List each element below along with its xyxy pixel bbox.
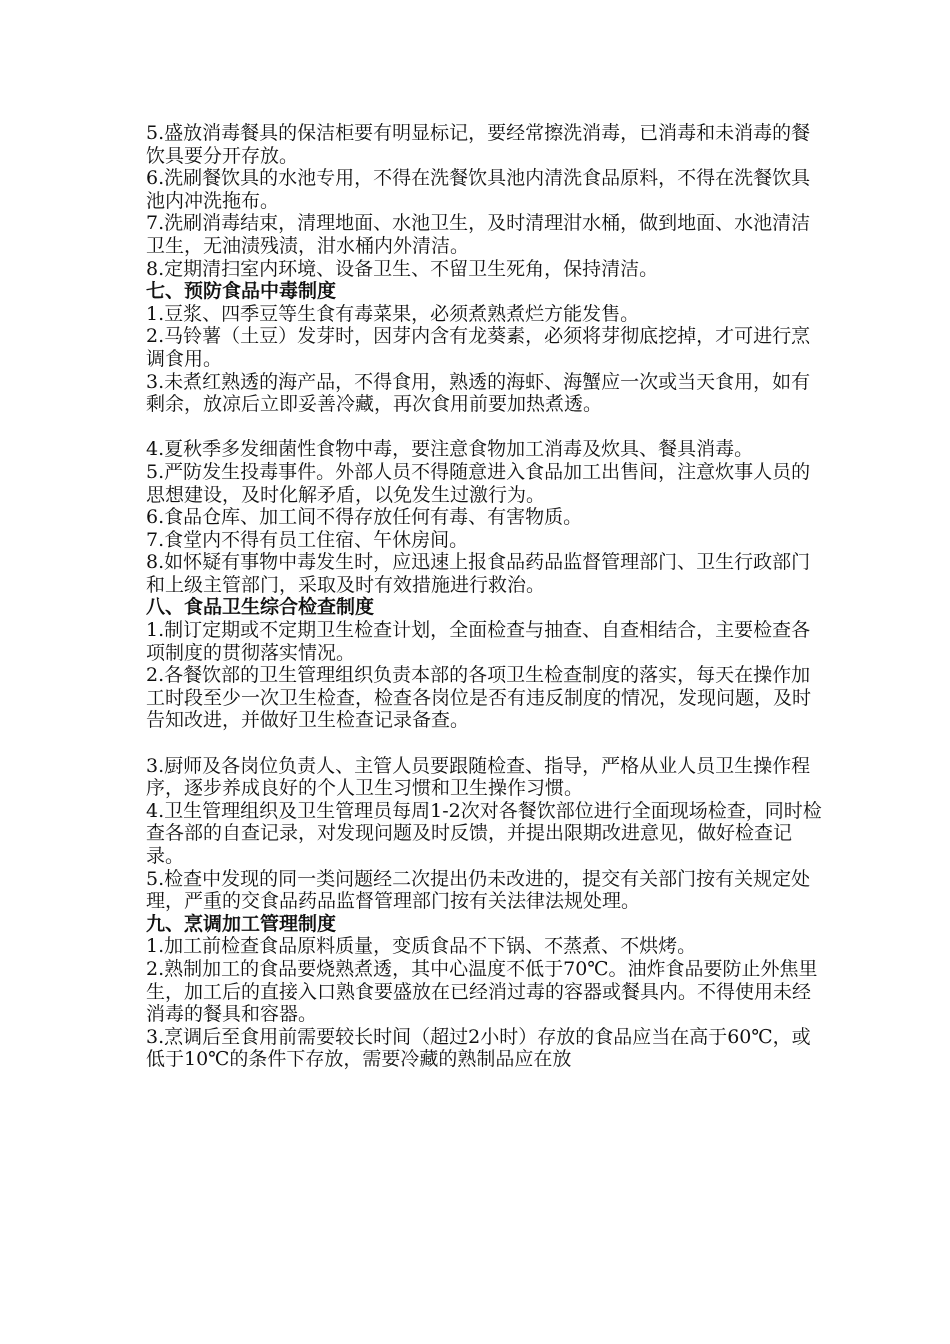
paragraph-cook-1: 1.加工前检查食品原料质量，变质食品不下锅、不蒸煮、不烘烤。 (146, 935, 697, 958)
paragraph-inspect-2: 2.各餐饮部的卫生管理组织负责本部的各项卫生检查制度的落实，每天在操作加工时段至少一次卫生检查，检查各岗位是否有违反制度的情况，发现问题，及时告知改进，并做好卫生检查记录备查。 (146, 664, 812, 732)
paragraph-7-cleanup: 7.洗刷消毒结束，清理地面、水池卫生，及时清理泔水桶，做到地面、水池清洁卫生，无油渍残渍，泔水桶内外清洁。 (146, 212, 811, 257)
paragraph-inspect-4: 4.卫生管理组织及卫生管理员每周1-2次对各餐饮部位进行全面现场检查，同时检查各部的自查记录，对发现问题及时反馈，并提出限期改进意见，做好检查记录。 (146, 799, 822, 867)
document-page (146, 122, 826, 1071)
paragraph-poison-5: 5.严防发生投毒事件。外部人员不得随意进入食品加工出售间，注意炊事人员的思想建设，及时化解矛盾，以免发生过激行为。 (146, 460, 811, 506)
paragraph-poison-8: 8.如怀疑有事物中毒发生时，应迅速上报食品药品监督管理部门、卫生行政部门和上级主管部门，采取及时有效措施进行救治。 (146, 551, 811, 596)
paragraph-inspect-5: 5.检查中发现的同一类问题经二次提出仍未改进的，提交有关部门按有关规定处理，严重的交食品药品监督管理部门按有关法律法规处理。 (146, 867, 811, 913)
blank-line (146, 416, 826, 439)
paragraph-poison-2: 2.马铃薯（土豆）发芽时，因芽内含有龙葵素，必须将芽彻底挖掉，才可进行烹调食用。 (146, 325, 811, 370)
paragraph-cook-2: 2.熟制加工的食品要烧熟煮透，其中心温度不低于70℃。油炸食品要防止外焦里生，加工后的直接入口熟食要盛放在已经消过毒的容器或餐具内。不得使用未经消毒的餐具和容器。 (146, 957, 818, 1026)
paragraph-poison-1: 1.豆浆、四季豆等生食有毒菜果，必须煮熟煮烂方能发售。 (146, 302, 640, 325)
paragraph-poison-7: 7.食堂内不得有员工住宿、午休房间。 (146, 528, 469, 551)
section-heading-8: 八、食品卫生综合检查制度 (146, 596, 375, 619)
section-heading-7: 七、预防食品中毒制度 (146, 280, 337, 303)
paragraph-6-sink: 6.洗刷餐饮具的水池专用，不得在洗餐饮具池内清洗食品原料，不得在洗餐饮具池内冲洗拖布。 (146, 167, 811, 212)
paragraph-inspect-1: 1.制订定期或不定期卫生检查计划，全面检查与抽查、自查相结合，主要检查各项制度的贯彻落实情况。 (146, 619, 811, 664)
paragraph-poison-6: 6.食品仓库、加工间不得存放任何有毒、有害物质。 (146, 506, 583, 529)
paragraph-inspect-3: 3.厨师及各岗位负责人、主管人员要跟随检查、指导，严格从业人员卫生操作程序，逐步养成良好的个人卫生习惯和卫生操作习惯。 (146, 754, 811, 800)
paragraph-poison-3: 3.未煮红熟透的海产品，不得食用，熟透的海虾、海蟹应一次或当天食用，如有剩余，放凉后立即妥善冷藏，再次食用前要加热煮透。 (146, 370, 811, 416)
paragraph-poison-4: 4.夏秋季多发细菌性食物中毒，要注意食物加工消毒及炊具、餐具消毒。 (146, 438, 754, 461)
section-heading-9: 九、烹调加工管理制度 (146, 912, 337, 935)
paragraph-8-environment: 8.定期清扫室内环境、设备卫生、不留卫生死角，保持清洁。 (146, 257, 659, 280)
paragraph-5-cabinet: 5.盛放消毒餐具的保洁柜要有明显标记，要经常擦洗消毒，已消毒和未消毒的餐饮具要分开存放。 (146, 122, 811, 167)
blank-line (146, 732, 826, 755)
paragraph-cook-3: 3.烹调后至食用前需要较长时间（超过2小时）存放的食品应当在高于60℃，或低于10℃的条件下存放，需要冷藏的熟制品应在放 (146, 1025, 811, 1071)
